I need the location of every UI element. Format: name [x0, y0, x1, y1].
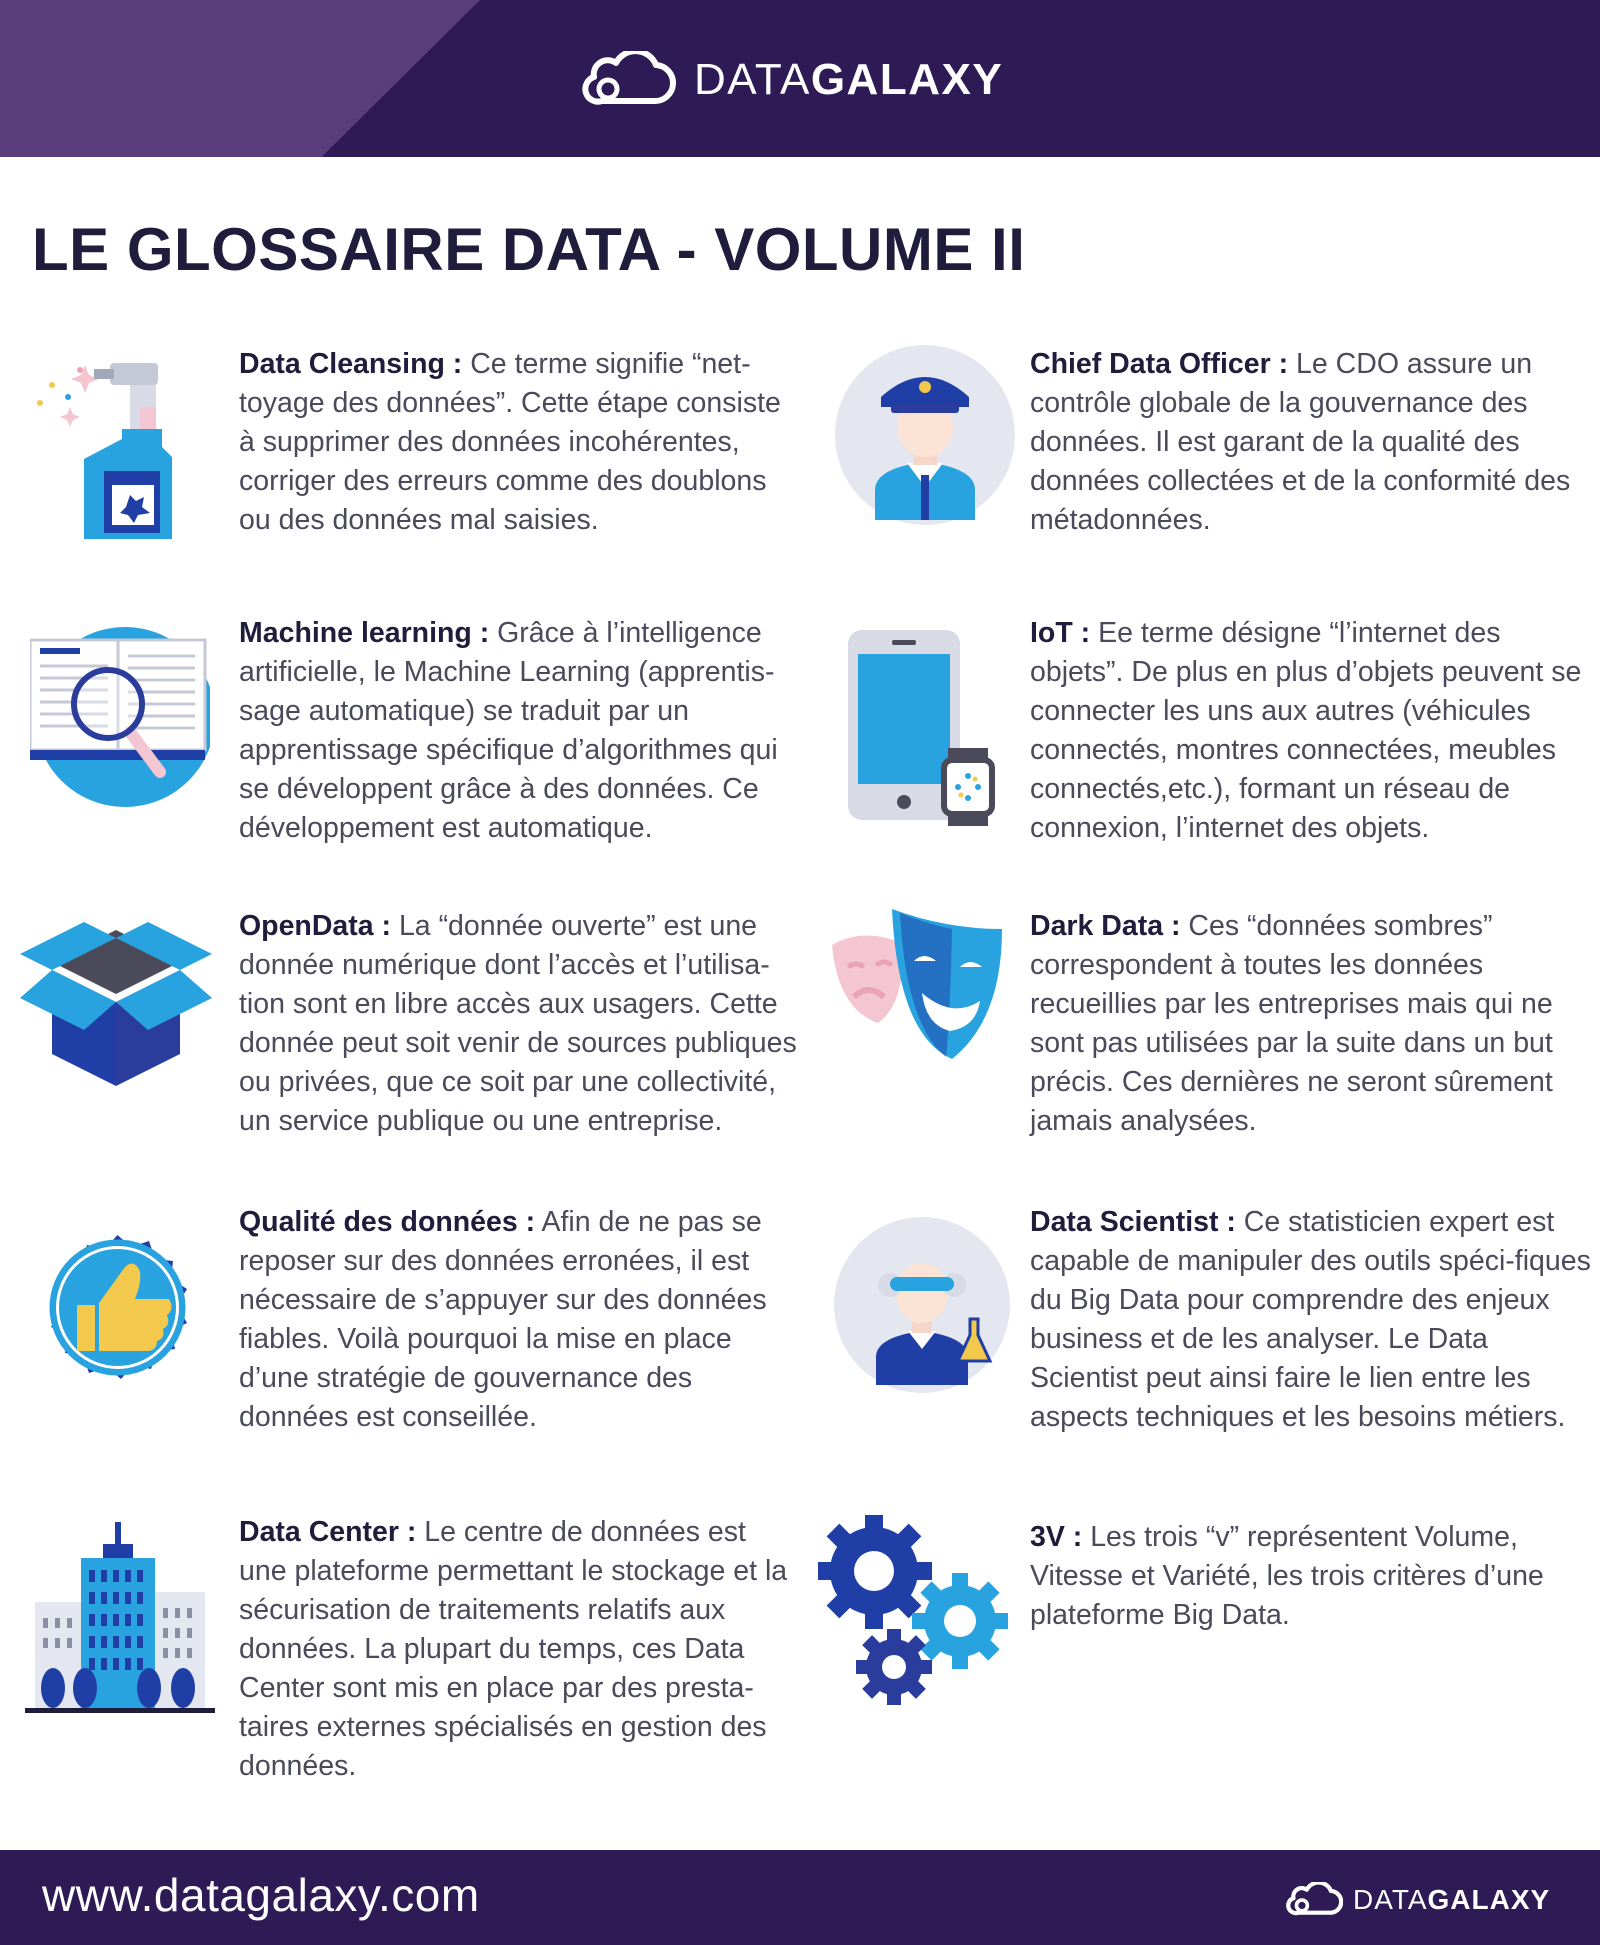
building-icon [25, 1522, 215, 1717]
term-definition: Afin de ne pas se reposer sur des données erronées, il est nécessaire de s’appuyer sur des données fiables. Voilà pourquoi la mise en place d’une stratégie de gouvernance des données est conseillée. [239, 1206, 767, 1433]
term-definition: Les trois “v” représentent Volume, Vitesse et Variété, les trois critères d’une plateforme Big Data. [1030, 1521, 1544, 1631]
website-link[interactable]: www.datagalaxy.com [42, 1869, 480, 1921]
term-label: Data Scientist : [1030, 1206, 1236, 1238]
term-label: OpenData : [239, 910, 392, 942]
thumbs-up-badge-icon [25, 1215, 210, 1400]
book-magnifier-icon [30, 622, 210, 807]
term-definition: Le centre de données est une plateforme permettant le stockage et la sécurisation de traitements relatifs aux données. La plupart du temps, ces Data Center sont mis en place par des presta-taires externes spécialisés en gestion des données. [239, 1516, 788, 1782]
term-label: Chief Data Officer : [1030, 348, 1289, 380]
cloud-logo-icon [580, 51, 676, 109]
theater-masks-icon [828, 905, 1003, 1065]
term-definition: Grâce à l’intelligence artificielle, le Machine Learning (apprentis-sage automatique) se traduit par un apprentissage spécifique d’algorithmes qui se développent grâce à des données. Ce développement est automatique. [239, 617, 778, 844]
datagalaxy-logo[interactable] [580, 50, 1003, 110]
cloud-logo-icon [1285, 1882, 1343, 1918]
page-title: LE GLOSSAIRE DATA - VOLUME II [32, 216, 1026, 283]
term-definition: Ce terme signifie “net-toyage des données”. Cette étape consiste à supprimer des données incohérentes, corriger des erreurs comme des doublons ou des données mal saisies. [239, 348, 781, 536]
term-definition: Ee terme désigne “l’internet des objets”. De plus en plus d’objets peuvent se connecter les uns aux autres (véhicules connectés, montres connectées, meubles connectés,etc.), formant un réseau de connexion, l’internet des objets. [1030, 617, 1582, 844]
term-label: IoT : [1030, 617, 1091, 649]
brand-light: DATA [1353, 1884, 1428, 1915]
footer-bar [0, 1850, 1600, 1945]
brand-name [694, 55, 1003, 105]
brand-name [1353, 1884, 1550, 1916]
header-accent [0, 0, 480, 157]
gears-icon [818, 1515, 1018, 1705]
phone-watch-icon [848, 630, 998, 830]
scientist-icon [832, 1215, 1012, 1395]
term-definition: La “donnée ouverte” est une donnée numérique dont l’accès et l’utilisa-tion sont en libre accès aux usagers. Cette donnée peut soit venir de sources publiques ou privées, que ce soit par une collectivité, un service publique ou une entreprise. [239, 910, 797, 1137]
term-label: Data Cleansing : [239, 348, 463, 380]
datagalaxy-footer-logo[interactable] [1285, 1880, 1550, 1920]
term-label: Dark Data : [1030, 910, 1181, 942]
term-label: 3V : [1030, 1521, 1083, 1553]
spray-bottle-icon [30, 355, 190, 545]
brand-bold: GALAXY [1427, 1884, 1551, 1915]
term-definition: Ce statisticien expert est capable de manipuler des outils spéci-fiques du Big Data pour comprendre des enjeux business et de les analyser. Le Data Scientist peut ainsi faire le lien entre les aspects techniques et les besoins métiers. [1030, 1206, 1591, 1433]
term-definition: Ces “données sombres” correspondent à toutes les données recueillies par les entreprises mais qui ne sont pas utilisées par la suite dans un but précis. Ces dernières ne seront sûrement jamais analysées. [1030, 910, 1553, 1137]
open-box-icon [20, 918, 212, 1088]
officer-icon [835, 345, 1015, 525]
term-label: Machine learning : [239, 617, 490, 649]
brand-bold: GALAXY [810, 55, 1004, 104]
term-label: Qualité des données : [239, 1206, 536, 1238]
brand-light: DATA [694, 55, 811, 104]
header-bar [0, 0, 1600, 157]
term-label: Data Center : [239, 1516, 417, 1548]
term-definition: Le CDO assure un contrôle globale de la gouvernance des données. Il est garant de la qualité des données collectées et de la conformité des métadonnées. [1030, 348, 1571, 536]
